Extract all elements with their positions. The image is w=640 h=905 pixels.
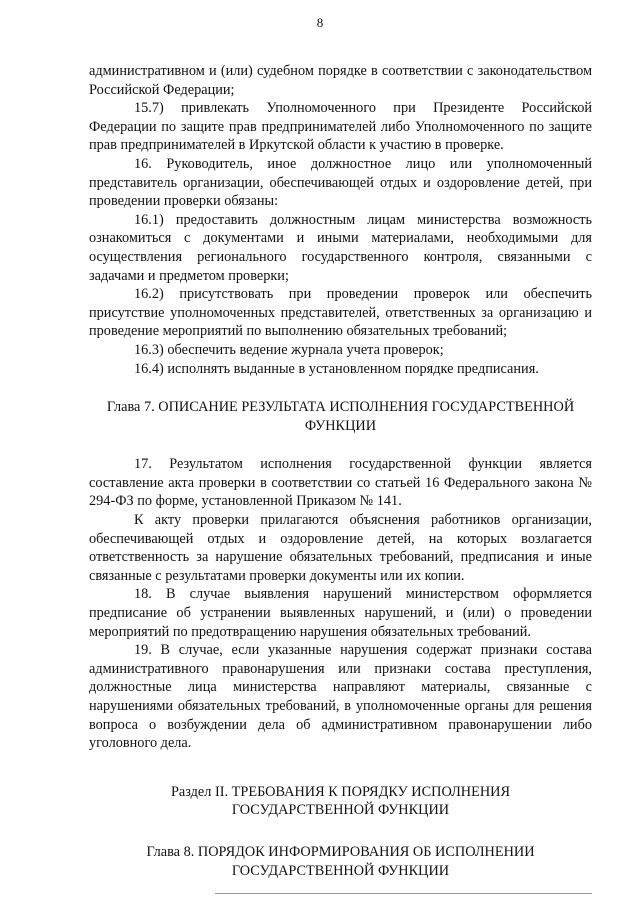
paragraph-16-2: 16.2) присутствовать при проведении проверок или обеспечить присутствие уполномоченных представителей, ответственных за организацию и проведение мероприятий по выполнению обязательных требований;	[89, 286, 592, 340]
paragraph-18: 18. В случае выявления нарушений министерством оформляется предписание об устранении выявленных нарушений, и (или) о проведении мероприятий по предотвращению нарушения обязательных требований.	[89, 586, 592, 640]
paragraph-16-3: 16.3) обеспечить ведение журнала учета проверок;	[134, 341, 444, 358]
page-number: 8	[316, 15, 324, 30]
paragraph-16-1: 16.1) предоставить должностным лицам министерства возможность ознакомиться с документами и иными материалами, необходимыми для осуществления регионального государственного контроля, связанными с задачами и предметом проверки;	[89, 211, 592, 284]
paragraph-17: 17. Результатом исполнения государственной функции является составление акта проверки в соответствии со статьей 16 Федерального закона № 294-ФЗ по форме, установленной Приказом № 141.	[89, 456, 592, 510]
document-body	[89, 62, 592, 880]
chapter-7-heading-line-2: ФУНКЦИИ	[304, 417, 377, 434]
section-2-heading-line-1: Раздел II. ТРЕБОВАНИЯ К ПОРЯДКУ ИСПОЛНЕНИЯ	[170, 783, 511, 800]
paragraph-16: 16. Руководитель, иное должностное лицо или уполномоченный представитель организации, обеспечивающей отдых и оздоровление детей, при проведении проверки обязаны:	[89, 155, 592, 210]
page-bottom-rule	[215, 893, 592, 894]
paragraph-15-7: 15.7) привлекать Уполномоченного при Президенте Российской Федерации по защите прав предпринимателей либо Уполномоченного по защите прав предпринимателей в Иркутской области к участию в проверке.	[89, 100, 592, 154]
chapter-8-heading-line-1: Глава 8. ПОРЯДОК ИНФОРМИРОВАНИЯ ОБ ИСПОЛНЕНИИ	[146, 843, 535, 860]
section-2-heading-line-2: ГОСУДАРСТВЕННОЙ ФУНКЦИИ	[231, 802, 450, 819]
paragraph-act-attachments: К акту проверки прилагаются объяснения работников организации, обеспечивающей отдых и оздоровление детей, на которых возлагается ответственность за нарушение обязательных требований, предписания и иные связанные с результатами проверки документы или их копии.	[89, 512, 592, 584]
paragraph-19: 19. В случае, если указанные нарушения содержат признаки состава административного правонарушения или признаки состава преступления, должностные лица министерства направляют материалы, связанные с нарушениями обязательных требований, в уполномоченные органы для решения вопроса о возбуждении дела об административном правонарушении либо уголовного дела.	[89, 642, 592, 752]
paragraph-continuation: административном и (или) судебном порядке в соответствии с законодательством Российской Федерации;	[89, 63, 592, 98]
chapter-7-heading-line-1: Глава 7. ОПИСАНИЕ РЕЗУЛЬТАТА ИСПОЛНЕНИЯ ГОСУДАРСТВЕННОЙ	[106, 399, 575, 416]
paragraph-16-4: 16.4) исполнять выданные в установленном порядке предписания.	[134, 360, 539, 377]
chapter-8-heading-line-2: ГОСУДАРСТВЕННОЙ ФУНКЦИИ	[231, 862, 450, 879]
